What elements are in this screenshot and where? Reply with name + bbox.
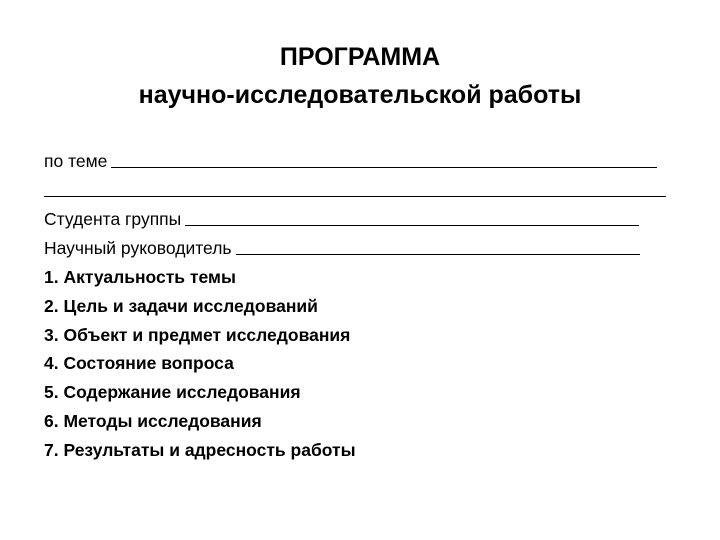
topic-continuation-row xyxy=(44,176,684,205)
document-title xyxy=(0,38,720,114)
title-subheading: научно-исследовательской работы xyxy=(138,81,582,109)
section-item: 5. Содержание исследования xyxy=(44,382,301,403)
supervisor-label: Научный руководитель xyxy=(44,238,232,258)
supervisor-blank-line xyxy=(236,234,640,255)
section-item: 7. Результаты и адресность работы xyxy=(44,439,356,460)
group-blank-line xyxy=(185,205,639,226)
topic-blank-line xyxy=(111,147,657,168)
supervisor-row xyxy=(44,234,684,263)
section-item: 3. Объект и предмет исследования xyxy=(44,324,351,345)
program-form xyxy=(44,147,684,465)
topic-label: по теме xyxy=(44,151,108,171)
section-item: 1. Актуальность темы xyxy=(44,267,236,287)
topic-continuation-blank-line xyxy=(44,176,666,197)
title-heading: ПРОГРАММА xyxy=(279,43,441,71)
sections-list xyxy=(44,263,684,465)
section-item: 2. Цель и задачи исследований xyxy=(44,295,318,316)
group-label: Студента группы xyxy=(44,209,182,229)
group-row xyxy=(44,205,684,234)
section-item: 4. Состояние вопроса xyxy=(44,353,234,374)
section-item: 6. Методы исследования xyxy=(44,410,262,431)
topic-row xyxy=(44,147,684,176)
